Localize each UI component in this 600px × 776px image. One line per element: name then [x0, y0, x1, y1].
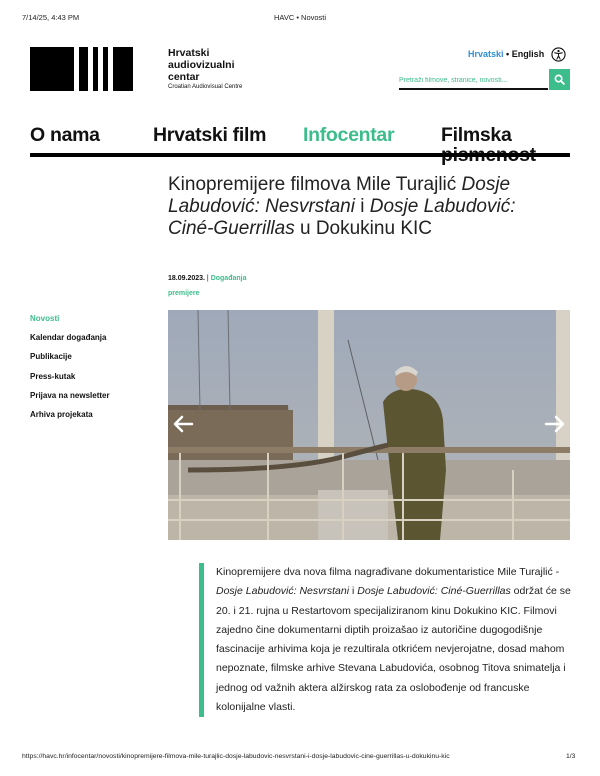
- page-url: https://havc.hr/infocentar/novosti/kinopremijere-filmova-mile-turajlic-dosje-labudovic-nesvrstani-i-dosje-labudovic-cine-guerrillas-u-dokukinu-kic: [22, 753, 450, 760]
- nav-item-infocentar[interactable]: Infocentar: [303, 124, 395, 146]
- language-switcher: [468, 48, 544, 60]
- lead-film-2: Dosje Labudović: Ciné-Guerrillas: [357, 585, 511, 598]
- article-title: [168, 174, 548, 240]
- logo-bar: [113, 47, 133, 91]
- lang-hrvatski[interactable]: Hrvatski: [468, 49, 504, 59]
- article-lead: [199, 563, 571, 717]
- title-text: u Dokukinu KIC: [294, 218, 432, 239]
- article-date: 18.09.2023.: [168, 275, 205, 282]
- sidebar-item-publikacije[interactable]: Publikacije: [30, 352, 72, 362]
- search-button[interactable]: [549, 69, 570, 90]
- page-number: 1/3: [566, 753, 576, 760]
- sidebar-item-kalendar[interactable]: Kalendar događanja: [30, 333, 107, 343]
- logo-name-line: Hrvatski: [168, 47, 210, 59]
- side-nav: [30, 309, 160, 424]
- print-header: [0, 13, 600, 25]
- logo-name-line: centar: [168, 71, 200, 83]
- search-field: [399, 69, 548, 90]
- sidebar-item-newsletter[interactable]: Prijava na newsletter: [30, 390, 110, 400]
- nav-divider: [30, 153, 570, 157]
- carousel-prev-button[interactable]: [172, 413, 194, 435]
- article-meta: [168, 271, 247, 301]
- sidebar-item-novosti[interactable]: Novosti: [30, 314, 60, 323]
- logo-bar: [79, 47, 88, 91]
- search-input[interactable]: [399, 71, 548, 90]
- logo-name-line: audiovizualni: [168, 59, 235, 71]
- lang-separator: •: [503, 49, 512, 59]
- nav-item-hrvatski-film[interactable]: Hrvatski film: [153, 124, 267, 146]
- arrow-right-icon: [544, 413, 566, 435]
- title-text: i: [354, 196, 370, 217]
- logo-subtitle: Croatian Audiovisual Centre: [168, 84, 243, 90]
- nav-item-o-nama[interactable]: O nama: [30, 124, 100, 146]
- image-carousel: [168, 310, 570, 540]
- sidebar-item-arhiva[interactable]: Arhiva projekata: [30, 410, 93, 420]
- search-bar: [399, 69, 570, 90]
- print-date: 7/14/25, 4:43 PM: [22, 13, 80, 22]
- arrow-left-icon: [172, 413, 194, 435]
- lead-film-1: Dosje Labudović: Nesvrstani: [216, 585, 350, 598]
- title-film-2: Dosje Labudović: Ciné-Guerrillas: [168, 196, 516, 239]
- search-icon: [554, 74, 565, 85]
- logo-bar: [103, 47, 108, 91]
- meta-separator: |: [204, 275, 211, 282]
- lead-text: i: [349, 585, 358, 598]
- title-film-1: Dosje Labudović: Nesvrstani: [168, 174, 511, 217]
- lang-english[interactable]: English: [511, 49, 545, 59]
- havc-logo[interactable]: [30, 47, 133, 91]
- lead-text: održat će se 20. i 21. rujna u Restartovom specijaliziranom kinu Dokukino KIC. Filmovi zajedno čine dokumentarni diptih proizašao iz autoričine dugogodišnje fascinacije arhivima koja je rezultirala otkrićem nevjerojatne, dosad mahom nepoznate, filmske arhive Stevana Labudovića, osobnog Titova snimatelja i jednog od važnih aktera alžirskog rata za oslobođenje od francuske kolonijalne vlasti.: [216, 585, 571, 714]
- lead-text: Kinopremijere dva nova filma nagrađivane dokumentaristice Mile Turajlić -: [216, 566, 560, 578]
- accessibility-icon[interactable]: [551, 47, 566, 62]
- nav-item-filmska-pismenost[interactable]: Filmska: [441, 124, 512, 146]
- logo-bar: [93, 47, 98, 91]
- category-dogadanja[interactable]: Događanja: [210, 275, 247, 282]
- category-premijere[interactable]: premijere: [168, 290, 200, 297]
- main-nav: [30, 125, 570, 165]
- sidebar-item-press-kutak[interactable]: Press-kutak: [30, 371, 76, 381]
- logo-text: [168, 47, 242, 92]
- film-still-image: [168, 310, 570, 540]
- title-text: Kinopremijere filmova Mile Turajlić: [168, 174, 462, 195]
- carousel-next-button[interactable]: [544, 413, 566, 435]
- print-title: HAVC • Novosti: [273, 13, 327, 22]
- logo-bar: [30, 47, 74, 91]
